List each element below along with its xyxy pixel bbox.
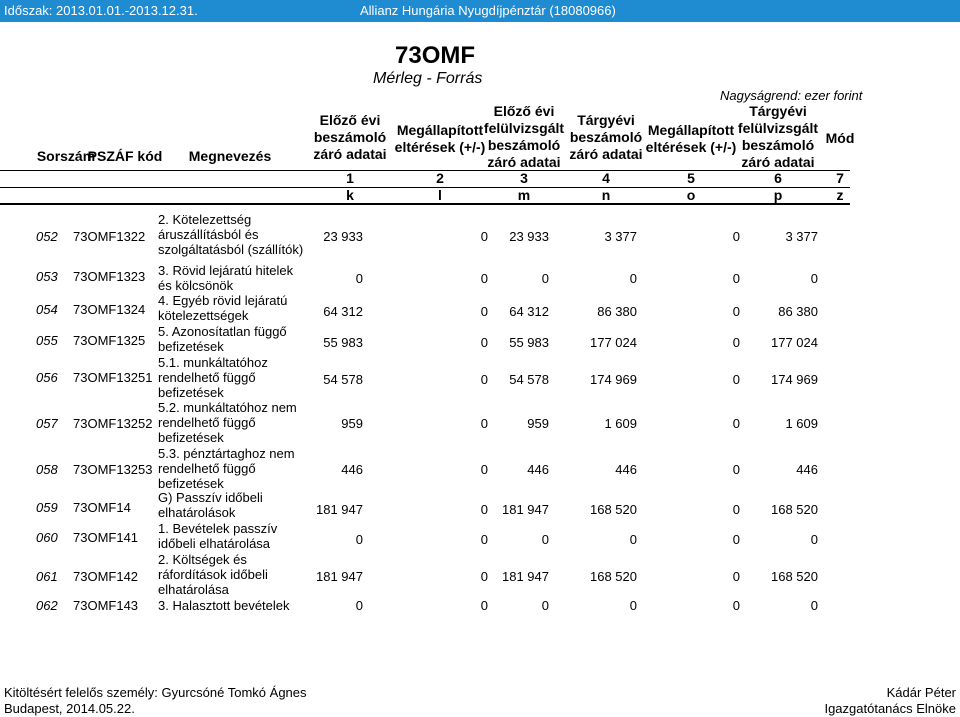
value-n: 446 bbox=[615, 462, 637, 477]
value-k: 23 933 bbox=[323, 229, 363, 244]
value-k: 54 578 bbox=[323, 372, 363, 387]
value-o: 0 bbox=[732, 229, 740, 244]
row-label: 2. Költségek és ráfordítások időbeli elhatárolása bbox=[158, 552, 268, 597]
col-letter-z: z bbox=[836, 187, 844, 203]
value-p: 3 377 bbox=[785, 229, 818, 244]
col-number-1: 1 bbox=[346, 170, 354, 186]
value-m: 0 bbox=[541, 271, 549, 286]
row-number: 057 bbox=[36, 416, 58, 431]
value-m: 0 bbox=[541, 598, 549, 613]
col-header-c3-line3: beszámoló bbox=[487, 137, 561, 153]
col-header-c6-line2: felülvizsgált bbox=[737, 120, 819, 136]
col-number-6: 6 bbox=[774, 170, 782, 186]
col-header-c3-line1: Előző évi bbox=[493, 103, 555, 119]
value-k: 0 bbox=[355, 598, 363, 613]
row-number: 060 bbox=[36, 530, 58, 545]
value-m: 446 bbox=[527, 462, 549, 477]
value-n: 3 377 bbox=[604, 229, 637, 244]
value-o: 0 bbox=[732, 462, 740, 477]
col-letter-k: k bbox=[346, 187, 354, 203]
row-label: 5.1. munkáltatóhoz rendelhető függő befizetések bbox=[158, 355, 268, 400]
value-k: 181 947 bbox=[316, 502, 363, 517]
value-m: 23 933 bbox=[509, 229, 549, 244]
col-header-c3-line2: felülvizsgált bbox=[483, 120, 565, 136]
row-number: 059 bbox=[36, 500, 58, 515]
row-label: 3. Halasztott bevételek bbox=[158, 598, 290, 613]
row-label: 4. Egyéb rövid lejáratú kötelezettségek bbox=[158, 293, 288, 323]
value-k: 64 312 bbox=[323, 304, 363, 319]
row-number: 056 bbox=[36, 370, 58, 385]
value-n: 168 520 bbox=[590, 502, 637, 517]
row-code: 73OMF143 bbox=[73, 598, 139, 613]
col-number-7: 7 bbox=[836, 170, 844, 186]
value-l: 0 bbox=[480, 271, 488, 286]
value-k: 0 bbox=[355, 271, 363, 286]
value-l: 0 bbox=[480, 416, 488, 431]
row-code: 73OMF1322 bbox=[73, 229, 146, 244]
value-m: 181 947 bbox=[502, 502, 549, 517]
value-p: 0 bbox=[810, 532, 818, 547]
row-number: 054 bbox=[36, 302, 58, 317]
value-n: 0 bbox=[629, 598, 637, 613]
value-o: 0 bbox=[732, 502, 740, 517]
row-code: 73OMF14 bbox=[73, 500, 131, 515]
value-n: 0 bbox=[629, 532, 637, 547]
value-k: 446 bbox=[341, 462, 363, 477]
col-header-c1-line3: záró adatai bbox=[313, 146, 387, 162]
row-code: 73OMF13252 bbox=[73, 416, 153, 431]
value-o: 0 bbox=[732, 416, 740, 431]
col-header-c4-line2: beszámoló bbox=[569, 129, 643, 145]
value-l: 0 bbox=[480, 372, 488, 387]
value-m: 64 312 bbox=[509, 304, 549, 319]
value-n: 86 380 bbox=[597, 304, 637, 319]
value-p: 0 bbox=[810, 598, 818, 613]
value-l: 0 bbox=[480, 304, 488, 319]
row-code: 73OMF1323 bbox=[73, 269, 146, 284]
value-m: 959 bbox=[527, 416, 549, 431]
table-top-rule bbox=[0, 203, 850, 205]
header-bar bbox=[0, 0, 960, 22]
period-text: Időszak: 2013.01.01.-2013.12.31. bbox=[4, 3, 198, 18]
value-n: 177 024 bbox=[590, 335, 637, 350]
col-header-megnevezes: Megnevezés bbox=[188, 148, 272, 164]
value-p: 0 bbox=[810, 271, 818, 286]
value-l: 0 bbox=[480, 532, 488, 547]
value-o: 0 bbox=[732, 372, 740, 387]
col-header-c5 bbox=[641, 122, 741, 156]
value-k: 181 947 bbox=[316, 569, 363, 584]
row-label: 3. Rövid lejáratú hitelek és kölcsönök bbox=[158, 263, 294, 293]
col-header-mod: Mód bbox=[825, 130, 855, 146]
col-header-c3-line4: záró adatai bbox=[487, 154, 561, 170]
value-l: 0 bbox=[480, 229, 488, 244]
value-l: 0 bbox=[480, 335, 488, 350]
col-letter-n: n bbox=[601, 187, 611, 203]
value-l: 0 bbox=[480, 598, 488, 613]
unit-note: Nagyságrend: ezer forint bbox=[720, 88, 863, 103]
col-header-c2-line1: Megállapított bbox=[396, 122, 484, 138]
value-m: 55 983 bbox=[509, 335, 549, 350]
value-p: 1 609 bbox=[785, 416, 818, 431]
value-o: 0 bbox=[732, 532, 740, 547]
value-p: 177 024 bbox=[771, 335, 818, 350]
col-header-c1-line2: beszámoló bbox=[313, 129, 387, 145]
value-k: 959 bbox=[341, 416, 363, 431]
place-date: Budapest, 2014.05.22. bbox=[4, 701, 135, 716]
responsible-person: Kitöltésért felelős személy: Gyurcsóné Tomkó Ágnes bbox=[4, 685, 307, 700]
value-l: 0 bbox=[480, 569, 488, 584]
row-number: 058 bbox=[36, 462, 58, 477]
value-p: 168 520 bbox=[771, 569, 818, 584]
col-header-c5-line1: Megállapított bbox=[647, 122, 735, 138]
row-number: 053 bbox=[36, 269, 58, 284]
value-n: 168 520 bbox=[590, 569, 637, 584]
col-header-c5-line2: eltérések (+/-) bbox=[645, 139, 737, 155]
row-number: 062 bbox=[36, 598, 58, 613]
report-subtitle: Mérleg - Forrás bbox=[373, 70, 483, 87]
col-letter-o: o bbox=[686, 187, 696, 203]
signer-name: Kádár Péter bbox=[886, 685, 956, 700]
row-number: 052 bbox=[36, 229, 58, 244]
value-k: 55 983 bbox=[323, 335, 363, 350]
col-number-4: 4 bbox=[602, 170, 610, 186]
row-number: 055 bbox=[36, 333, 58, 348]
value-o: 0 bbox=[732, 335, 740, 350]
value-n: 1 609 bbox=[604, 416, 637, 431]
value-p: 174 969 bbox=[771, 372, 818, 387]
row-code: 73OMF13251 bbox=[73, 370, 153, 385]
report-code: 73OMF bbox=[395, 42, 476, 69]
col-header-c6-line3: beszámoló bbox=[741, 137, 815, 153]
value-o: 0 bbox=[732, 569, 740, 584]
col-letter-m: m bbox=[517, 187, 531, 203]
value-n: 174 969 bbox=[590, 372, 637, 387]
col-header-c4-line3: záró adatai bbox=[569, 146, 643, 162]
col-header-c6-line1: Tárgyévi bbox=[749, 103, 807, 119]
value-o: 0 bbox=[732, 304, 740, 319]
value-o: 0 bbox=[732, 271, 740, 286]
value-k: 0 bbox=[355, 532, 363, 547]
col-number-2: 2 bbox=[436, 170, 444, 186]
col-number-3: 3 bbox=[520, 170, 528, 186]
row-code: 73OMF13253 bbox=[73, 462, 153, 477]
value-m: 54 578 bbox=[509, 372, 549, 387]
signer-title: Igazgatótanács Elnöke bbox=[824, 701, 956, 716]
col-header-pszaf: PSZÁF kód bbox=[87, 148, 163, 164]
value-m: 181 947 bbox=[502, 569, 549, 584]
col-header-c6-line4: záró adatai bbox=[741, 154, 815, 170]
col-header-c1-line1: Előző évi bbox=[319, 112, 381, 128]
col-header-c4-line1: Tárgyévi bbox=[577, 112, 635, 128]
value-p: 446 bbox=[796, 462, 818, 477]
row-label: G) Passzív időbeli elhatárolások bbox=[158, 490, 263, 520]
value-l: 0 bbox=[480, 462, 488, 477]
col-letter-p: p bbox=[773, 187, 783, 203]
value-l: 0 bbox=[480, 502, 488, 517]
row-label: 5.3. pénztártaghoz nem rendelhető függő befizetések bbox=[158, 446, 295, 491]
col-number-5: 5 bbox=[687, 170, 695, 186]
row-label: 1. Bevételek passzív időbeli elhatárolása bbox=[158, 521, 278, 551]
col-header-sorszam: Sorszám bbox=[36, 148, 96, 164]
value-p: 168 520 bbox=[771, 502, 818, 517]
col-header-c1 bbox=[300, 112, 400, 163]
row-code: 73OMF1324 bbox=[73, 302, 146, 317]
row-label: 5. Azonosítatlan függő befizetések bbox=[158, 324, 287, 354]
row-label: 5.2. munkáltatóhoz nem rendelhető függő befizetések bbox=[158, 400, 297, 445]
value-p: 86 380 bbox=[778, 304, 818, 319]
institution-name: Allianz Hungária Nyugdíjpénztár (18080966) bbox=[360, 3, 616, 18]
col-letter-l: l bbox=[438, 187, 442, 203]
col-header-c2-line2: eltérések (+/-) bbox=[394, 139, 486, 155]
value-o: 0 bbox=[732, 598, 740, 613]
row-code: 73OMF142 bbox=[73, 569, 139, 584]
value-m: 0 bbox=[541, 532, 549, 547]
row-code: 73OMF1325 bbox=[73, 333, 146, 348]
col-header-c6 bbox=[728, 103, 828, 171]
row-label: 2. Kötelezettség áruszállításból és szolgáltatásból (szállítók) bbox=[158, 212, 304, 257]
row-code: 73OMF141 bbox=[73, 530, 139, 545]
value-n: 0 bbox=[629, 271, 637, 286]
row-number: 061 bbox=[36, 569, 58, 584]
